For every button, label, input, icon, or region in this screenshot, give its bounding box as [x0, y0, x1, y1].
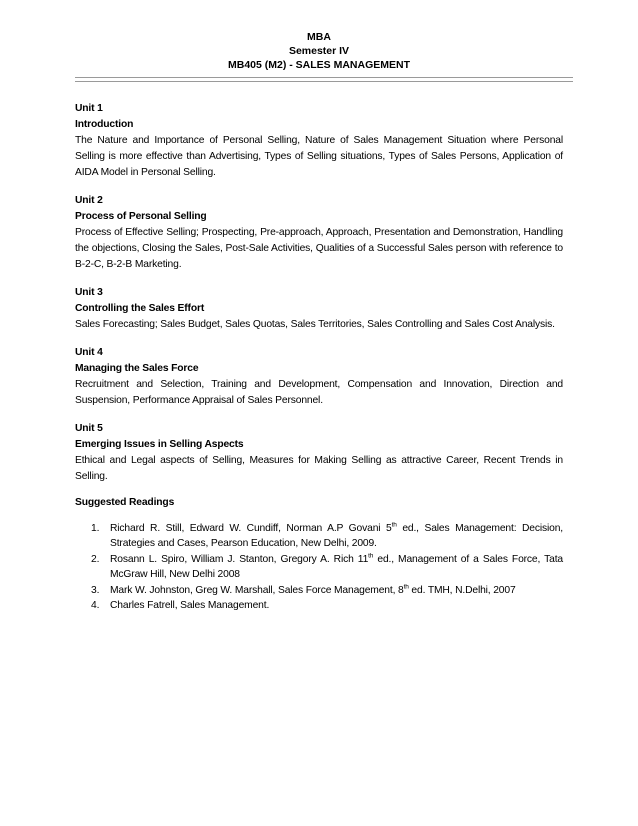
- unit-title: Managing the Sales Force: [75, 363, 199, 374]
- unit-description: Sales Forecasting; Sales Budget, Sales Quotas, Sales Territories, Sales Controlling and Sales Cost Analysis.: [75, 319, 555, 330]
- unit-title: Introduction: [75, 119, 134, 130]
- unit-title: Emerging Issues in Selling Aspects: [75, 439, 244, 450]
- units-section: [75, 101, 563, 497]
- unit-number: Unit 1: [75, 103, 103, 114]
- reading-text-cont: ed. TMH, N.Delhi, 2007: [408, 584, 516, 596]
- document-header: [0, 30, 638, 72]
- reading-number: 3.: [91, 584, 100, 596]
- unit-number: Unit 4: [75, 347, 103, 358]
- course-title: MB405 (M2) - SALES MANAGEMENT: [227, 59, 410, 71]
- unit-title: Process of Personal Selling: [75, 211, 207, 222]
- semester-title: Semester IV: [288, 45, 350, 57]
- unit-block-1: [75, 101, 563, 181]
- reading-number: 2.: [91, 553, 100, 565]
- unit-description: Ethical and Legal aspects of Selling, Measures for Making Selling as attractive Career, Recent Trends in Selling.: [75, 455, 563, 482]
- unit-description: Recruitment and Selection, Training and Development, Compensation and Innovation, Direction and Suspension, Performance Appraisal of Sales Personnel.: [75, 379, 563, 406]
- reading-text: Charles Fatrell, Sales Management.: [110, 600, 270, 611]
- unit-block-4: [75, 345, 563, 409]
- ordinal-suffix: th: [403, 583, 409, 591]
- readings-heading: Suggested Readings: [75, 497, 175, 508]
- reading-number: 4.: [91, 600, 100, 611]
- ordinal-suffix: th: [391, 521, 397, 529]
- reading-item-3: [75, 583, 563, 599]
- unit-block-2: [75, 193, 563, 273]
- program-title: MBA: [307, 31, 331, 43]
- reading-text: Rosann L. Spiro, William J. Stanton, Gregory A. Rich 11: [110, 553, 369, 565]
- header-divider: [75, 77, 573, 82]
- ordinal-suffix: th: [368, 552, 374, 560]
- suggested-readings-section: [75, 495, 563, 614]
- reading-text-cont: ed., Management of a Sales Force, Tata McGraw Hill, New Delhi 2008: [110, 553, 563, 580]
- reading-text-cont: ed., Sales Management: Decision, Strategies and Cases, Pearson Education, New Delhi, 2009.: [110, 522, 563, 549]
- reading-number: 1.: [91, 522, 100, 534]
- unit-title: Controlling the Sales Effort: [75, 303, 205, 314]
- unit-number: Unit 3: [75, 287, 103, 298]
- unit-description: Process of Effective Selling; Prospecting, Pre-approach, Approach, Presentation and Demonstration, Handling the objections, Closing the Sales, Post-Sale Activities, Qualities of a Successful Sales person with reference to B-2-C, B-2-B Marketing.: [75, 227, 563, 270]
- unit-number: Unit 2: [75, 195, 103, 206]
- reading-item-1: [75, 521, 563, 552]
- reading-text: Richard R. Still, Edward W. Cundiff, Norman A.P Govani 5: [110, 522, 392, 534]
- unit-description: The Nature and Importance of Personal Selling, Nature of Sales Management Situation where Personal Selling is more effective than Advertising, Types of Selling situations, Types of Sales Persons, Application of AIDA Model in Personal Selling.: [75, 135, 563, 178]
- unit-number: Unit 5: [75, 423, 103, 434]
- unit-block-5: [75, 421, 563, 485]
- unit-block-3: [75, 285, 563, 333]
- reading-text: Mark W. Johnston, Greg W. Marshall, Sales Force Management, 8: [110, 584, 404, 596]
- reading-item-4: [75, 598, 563, 614]
- reading-item-2: [75, 552, 563, 583]
- readings-list: [75, 521, 563, 614]
